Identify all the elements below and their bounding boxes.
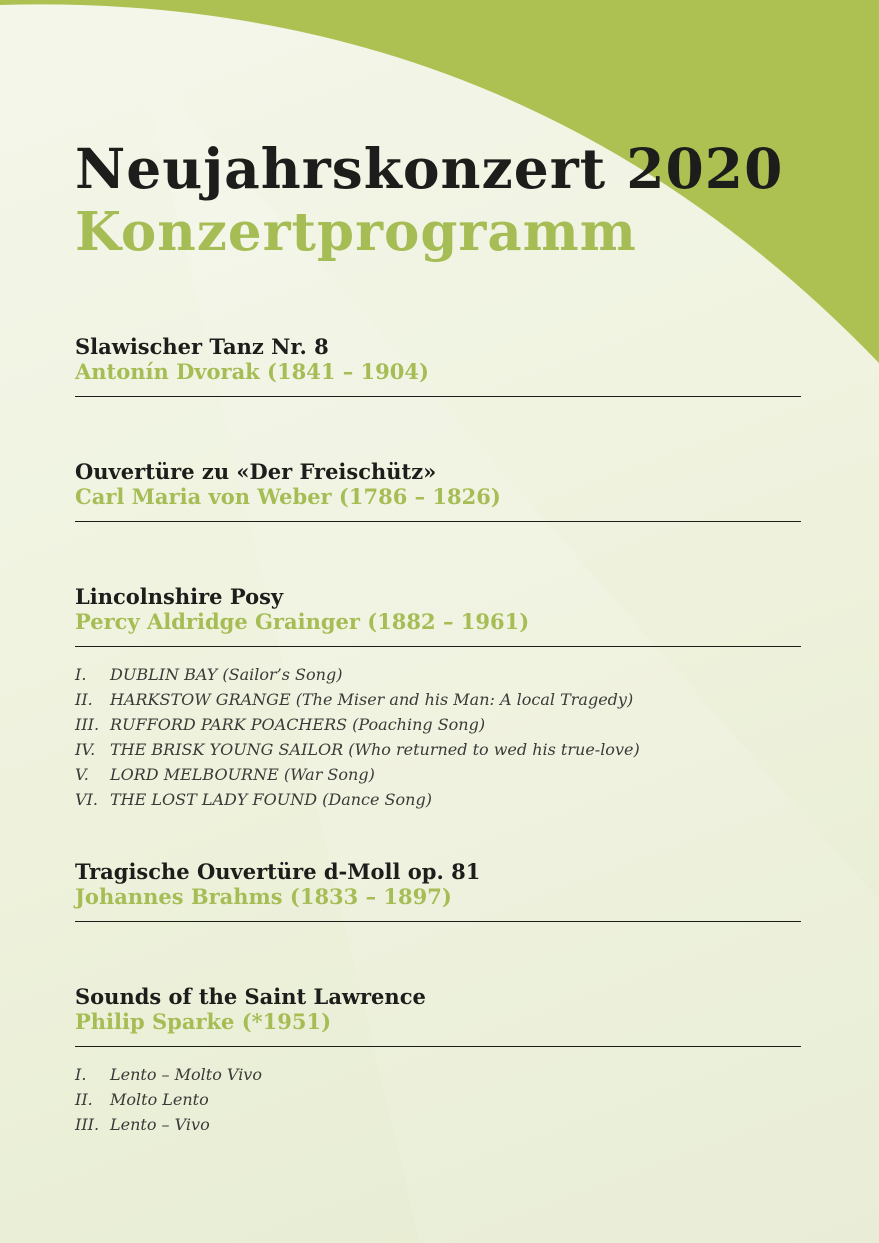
movement-number: III.	[75, 715, 100, 734]
piece-title: Sounds of the Saint Lawrence	[75, 984, 426, 1009]
movement-title: Lento – Vivo	[110, 1115, 210, 1134]
movement-number: II.	[75, 690, 93, 709]
movement-item	[75, 1062, 801, 1087]
program-item	[75, 859, 801, 922]
movement-list	[75, 662, 801, 812]
program-item	[75, 459, 801, 522]
movement-number: I.	[75, 1065, 87, 1084]
divider	[75, 1046, 801, 1047]
movement-title: Lento – Molto Vivo	[110, 1065, 262, 1084]
piece-title: Lincolnshire Posy	[75, 584, 284, 609]
movement-title: DUBLIN BAY (Sailor’s Song)	[110, 665, 343, 684]
piece-composer: Philip Sparke (*1951)	[75, 1009, 332, 1034]
movement-number: VI.	[75, 790, 98, 809]
piece-composer: Johannes Brahms (1833 – 1897)	[75, 884, 452, 909]
movement-item	[75, 687, 801, 712]
piece-composer: Percy Aldridge Grainger (1882 – 1961)	[75, 609, 530, 634]
movement-number: V.	[75, 765, 89, 784]
piece-composer: Carl Maria von Weber (1786 – 1826)	[75, 484, 501, 509]
movement-list	[75, 1062, 801, 1137]
movement-title: LORD MELBOURNE (War Song)	[110, 765, 375, 784]
movement-item	[75, 662, 801, 687]
piece-title: Ouvertüre zu «Der Freischütz»	[75, 459, 437, 484]
program-item	[75, 984, 801, 1137]
movement-number: II.	[75, 1090, 93, 1109]
piece-composer: Antonín Dvorak (1841 – 1904)	[75, 359, 429, 384]
movement-item	[75, 712, 801, 737]
divider	[75, 521, 801, 522]
movement-title: RUFFORD PARK POACHERS (Poaching Song)	[110, 715, 486, 734]
movement-number: IV.	[75, 740, 96, 759]
movement-item	[75, 762, 801, 787]
movement-number: III.	[75, 1115, 100, 1134]
program-item	[75, 334, 801, 397]
divider	[75, 396, 801, 397]
movement-title: THE LOST LADY FOUND (Dance Song)	[110, 790, 432, 809]
piece-title: Tragische Ouvertüre d-Moll op. 81	[75, 859, 481, 884]
movement-item	[75, 737, 801, 762]
movement-title: THE BRISK YOUNG SAILOR (Who returned to wed his true-love)	[110, 740, 640, 759]
divider	[75, 646, 801, 647]
movement-title: HARKSTOW GRANGE (The Miser and his Man: A local Tragedy)	[110, 690, 634, 709]
concert-subtitle: Konzertprogramm	[75, 201, 637, 263]
movement-item	[75, 1112, 801, 1137]
concert-title: Neujahrskonzert 2020	[75, 136, 784, 201]
movement-item	[75, 1087, 801, 1112]
movement-number: I.	[75, 665, 87, 684]
program-item	[75, 584, 801, 812]
divider	[75, 921, 801, 922]
movement-title: Molto Lento	[110, 1090, 209, 1109]
movement-item	[75, 787, 801, 812]
piece-title: Slawischer Tanz Nr. 8	[75, 334, 329, 359]
